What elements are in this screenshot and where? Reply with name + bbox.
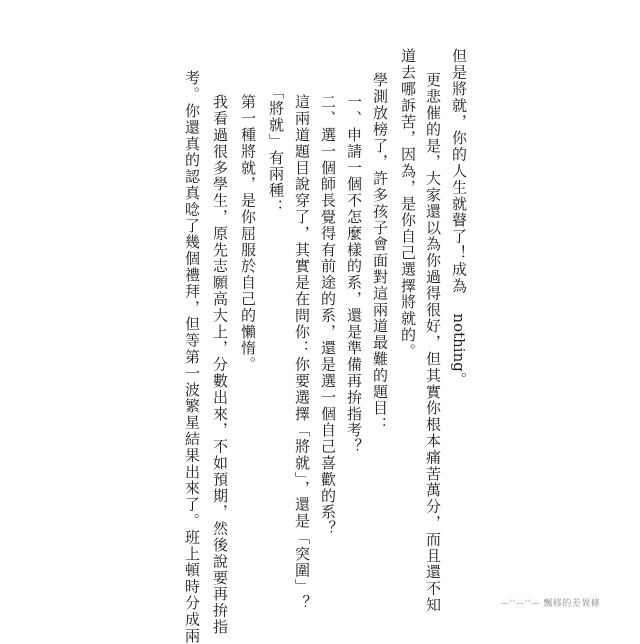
text-line-4: 學測放榜了，許多孩子會面對這兩道最難的題目： (371, 72, 389, 433)
text-line-5: 一、申請一個不怎麼樣的系，還是準備再拚指考？ (345, 94, 363, 455)
text-line-11: 考。你還真的認真唸了幾個禮拜，但等第一波繁星結果出來了。班上頓時分成兩 (183, 70, 201, 644)
text-line-7: 這兩道題目說穿了，其實是在問你：你要選擇「將就」，還是「突圍」？ (293, 94, 311, 612)
text-line-10: 我看過很多學生，原先志願高大上，分數出來，不如預期，然後說要再拚指 (211, 94, 229, 636)
text-line-2: 更悲催的是，大家還以為你過得很好，但其實你根本痛苦萬分，而且還不知 (424, 72, 442, 614)
text-line-9: 第一種將就，是你屈服於自己的懶惰。 (239, 94, 257, 373)
page-footer (500, 596, 600, 609)
text-line-8: 「將就」有兩種： (267, 84, 285, 216)
text-line-6: 二、選一個師長覺得有前途的系，還是選一個自己喜歡的系？ (319, 94, 337, 537)
footer-dashes: —''—''— (500, 599, 541, 609)
text-line-3: 道去哪訴苦，因為，是你自己選擇將就的。 (399, 48, 417, 360)
text-line-1: 但是將就，你的人生就瞽了！成為 nothing。 (450, 48, 468, 389)
footer-title: 飄移的差異條 (543, 599, 601, 609)
